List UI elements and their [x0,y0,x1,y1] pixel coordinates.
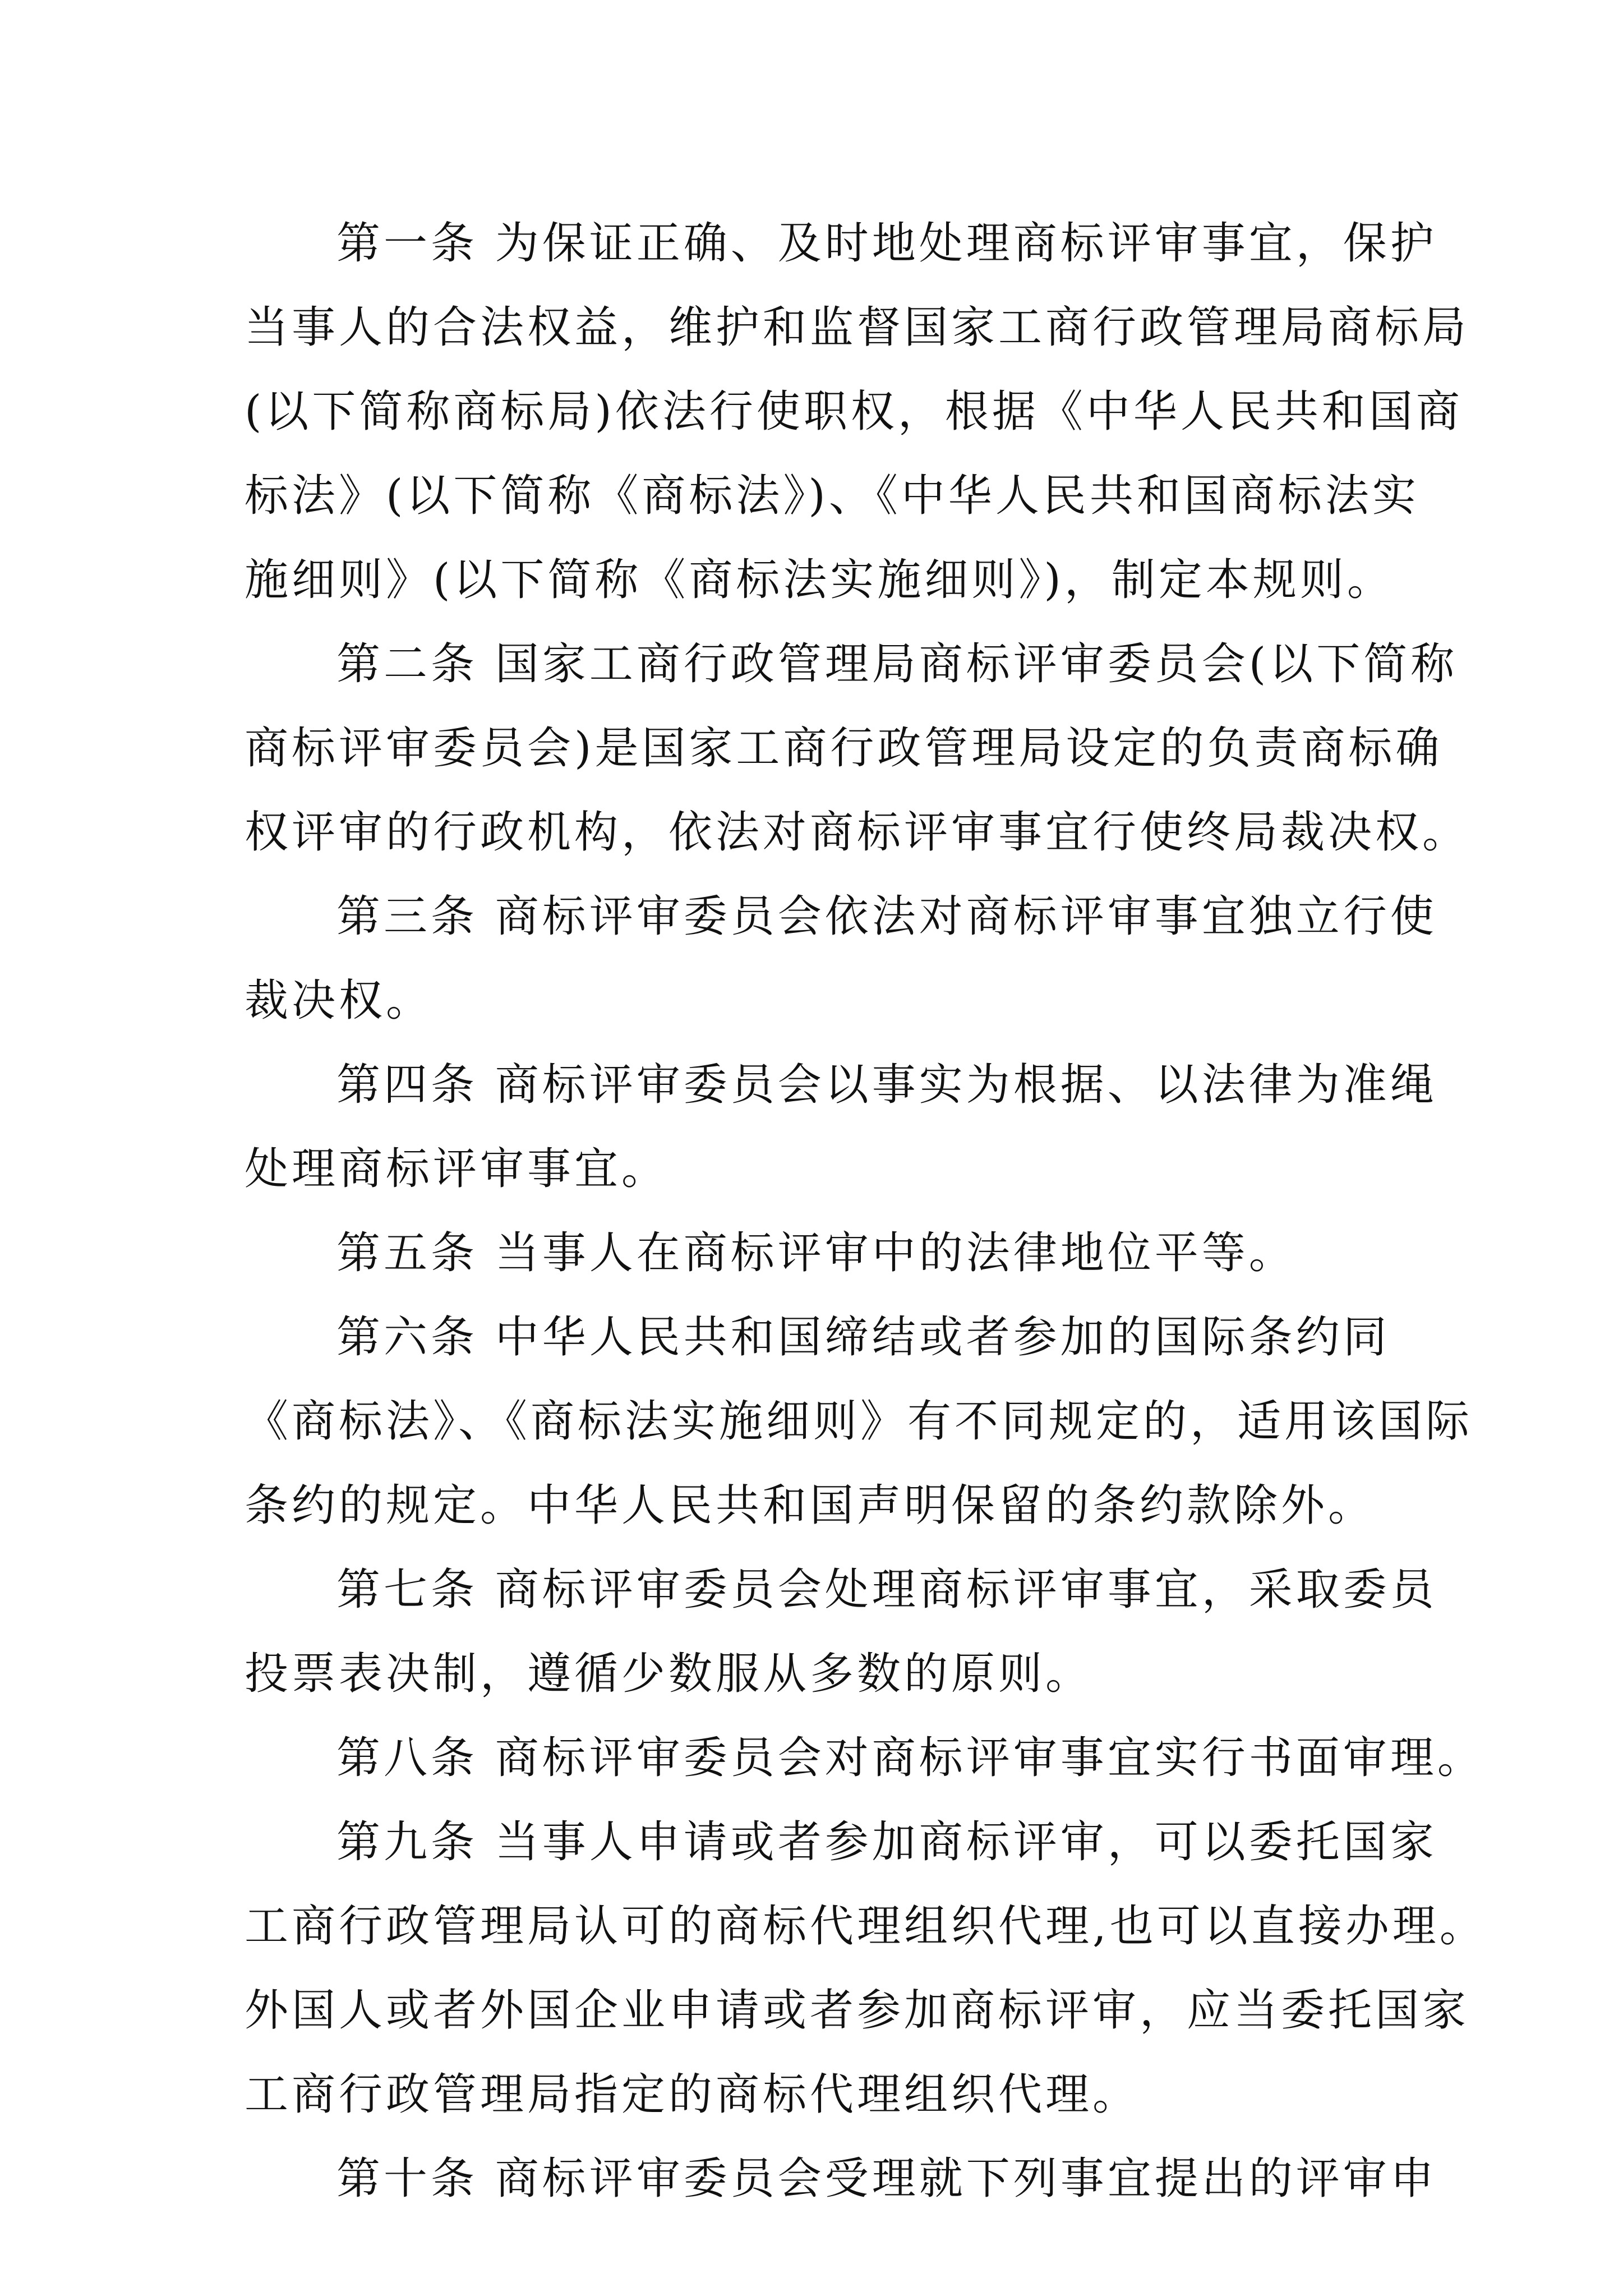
text-line: 商标评审委员会)是国家工商行政管理局设定的负责商标确 [245,723,1443,774]
text-line: 工商行政管理局认可的商标代理组织代理,也可以直接办理。 [245,1901,1487,1952]
text-line: 第四条 商标评审委员会以事实为根据、以法律为准绳 [336,1060,1437,1110]
text-line: 《商标法》、《商标法实施细则》有不同规定的，适用该国际 [245,1396,1473,1447]
text-line: 投票表决制，遵循少数服从多数的原则。 [245,1649,1093,1699]
text-line: 第九条 当事人申请或者参加商标评审，可以委托国家 [336,1817,1437,1867]
text-line: 处理商标评审事宜。 [245,1144,669,1194]
text-line: 条约的规定。中华人民共和国声明保留的条约款除外。 [245,1480,1376,1531]
text-line: 施细则》(以下简称《商标法实施细则》)，制定本规则。 [245,555,1394,605]
text-line: 当事人的合法权益，维护和监督国家工商行政管理局商标局 [245,302,1470,353]
text-line: 第一条 为保证正确、及时地处理商标评审事宜，保护 [336,218,1437,269]
text-line: 第五条 当事人在商标评审中的法律地位平等。 [336,1228,1296,1278]
text-line: 第二条 国家工商行政管理局商标评审委员会(以下简称 [336,639,1458,689]
text-line: 权评审的行政机构，依法对商标评审事宜行使终局裁决权。 [245,807,1470,858]
text-line: 第七条 商标评审委员会处理商标评审事宜，采取委员 [336,1565,1437,1615]
text-line: 裁决权。 [245,976,434,1026]
text-line: 第十条 商标评审委员会受理就下列事宜提出的评审申 [336,2154,1437,2204]
text-line: 外国人或者外国企业申请或者参加商标评审，应当委托国家 [245,1985,1470,2036]
text-line: 第三条 商标评审委员会依法对商标评审事宜独立行使 [336,891,1437,942]
text-line: 工商行政管理局指定的商标代理组织代理。 [245,2069,1140,2120]
text-line: 标法》(以下简称《商标法》)、《中华人民共和国商标法实 [245,471,1419,521]
text-line: 第八条 商标评审委员会对商标评审事宜实行书面审理。 [336,1733,1484,1783]
text-line: 第六条 中华人民共和国缔结或者参加的国际条约同 [336,1312,1390,1363]
text-line: (以下简称商标局)依法行使职权，根据《中华人民共和国商 [245,386,1463,437]
